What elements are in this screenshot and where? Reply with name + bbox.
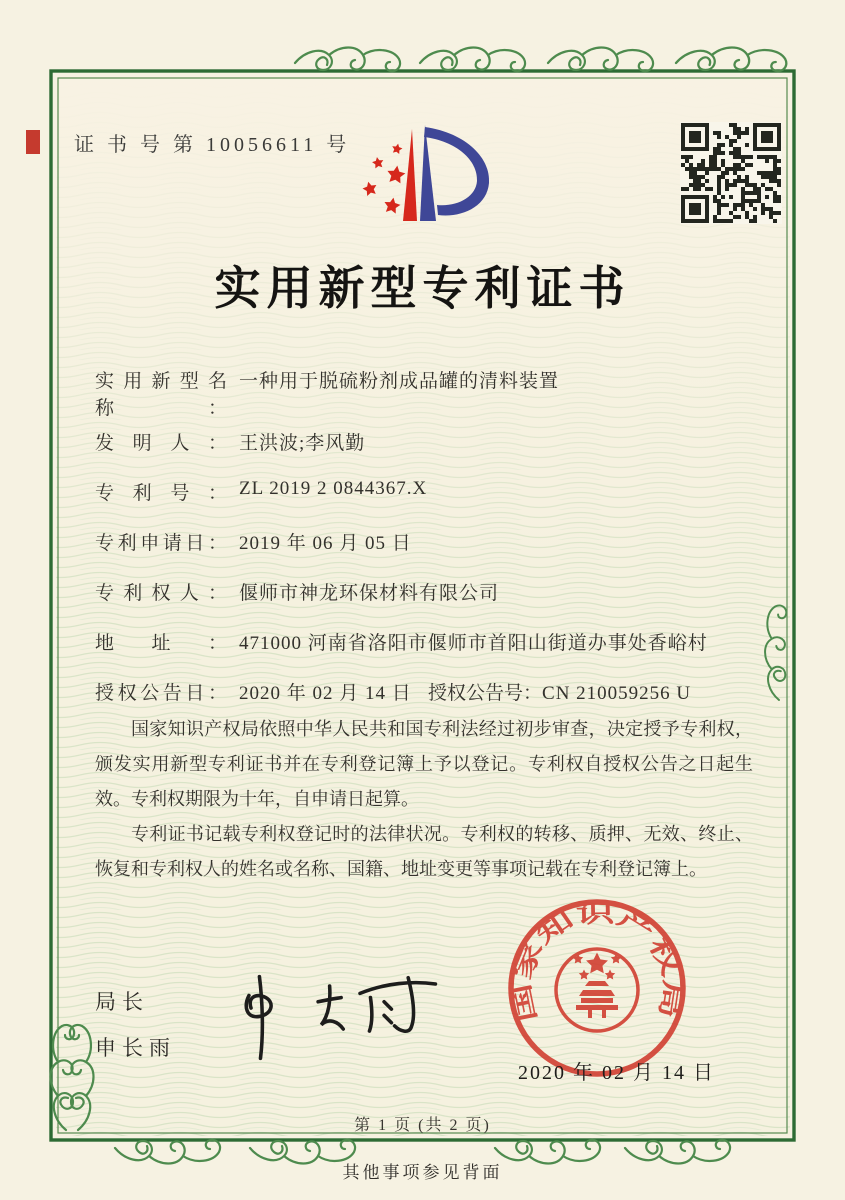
officer-title: 局长 bbox=[95, 990, 149, 1014]
logo-red-wedge bbox=[403, 129, 417, 221]
field-value: ZL 2019 2 0844367.X bbox=[239, 478, 428, 499]
field-value: 2019 年 06 月 05 日 bbox=[239, 533, 412, 554]
field-row-patentee bbox=[95, 578, 755, 606]
field-label: 实用新型名称： bbox=[95, 371, 227, 419]
shen-changyu-signature-icon bbox=[228, 968, 448, 1068]
legal-paragraph-1: 国家知识产权局依照中华人民共和国专利法经过初步审查，决定授予专利权，颁发实用新型专利证书并在专利登记簿上予以登记。专利权自授权公告之日起生效。专利权期限为十年，自申请日起算。 bbox=[95, 719, 753, 809]
field-row-address bbox=[95, 628, 755, 656]
field-value: CN 210059256 U bbox=[542, 683, 692, 704]
field-row-patent-no bbox=[95, 478, 755, 506]
qr-code bbox=[680, 122, 782, 224]
officer-name: 申长雨 bbox=[95, 1036, 176, 1060]
cnipa-logo-icon bbox=[330, 116, 530, 252]
field-value: 王洪波;李风勤 bbox=[239, 433, 366, 454]
certificate-title: 实用新型专利证书 bbox=[214, 263, 631, 314]
field-row-filing-date bbox=[95, 528, 755, 556]
legal-text bbox=[95, 712, 753, 887]
cnipa-seal-icon bbox=[505, 896, 689, 1080]
svg-text:国家知识产权局: 国家知识产权局 bbox=[507, 898, 688, 1025]
field-label: 发明人： bbox=[95, 433, 227, 454]
field-label: 专利权人： bbox=[95, 583, 227, 604]
field-value: 2020 年 02 月 14 日 bbox=[239, 683, 412, 704]
field-label: 地址： bbox=[95, 633, 227, 654]
field-row-inventor bbox=[95, 428, 755, 456]
certificate-number: 证 书 号 第 10056611 号 bbox=[74, 134, 351, 156]
field-value: 偃师市神龙环保材料有限公司 bbox=[239, 583, 500, 604]
field-label: 专利申请日： bbox=[95, 533, 227, 554]
field-label: 授权公告号： bbox=[428, 683, 543, 704]
field-row-grant-number bbox=[428, 678, 691, 705]
left-edge-mark bbox=[26, 130, 40, 154]
field-value: 一种用于脱硫粉剂成品罐的清料装置 bbox=[239, 371, 560, 392]
back-side-note: 其他事项参见背面 bbox=[342, 1163, 503, 1182]
field-label: 授权公告日： bbox=[95, 683, 227, 704]
logo-stars bbox=[361, 143, 406, 215]
field-label: 专利号： bbox=[95, 483, 227, 504]
seal-date: 2020 年 02 月 14 日 bbox=[518, 1062, 715, 1084]
logo-blue-wedge bbox=[420, 125, 436, 221]
page-indicator: 第 1 页 (共 2 页) bbox=[354, 1117, 491, 1134]
field-value: 471000 河南省洛阳市偃师市首阳山街道办事处香峪村 bbox=[239, 633, 708, 654]
field-row-name bbox=[95, 366, 755, 419]
seal-emblem bbox=[556, 949, 638, 1031]
legal-paragraph-2: 专利证书记载专利权登记时的法律状况。专利权的转移、质押、无效、终止、恢复和专利权人的姓名或名称、国籍、地址变更等事项记载在专利登记簿上。 bbox=[95, 824, 753, 879]
